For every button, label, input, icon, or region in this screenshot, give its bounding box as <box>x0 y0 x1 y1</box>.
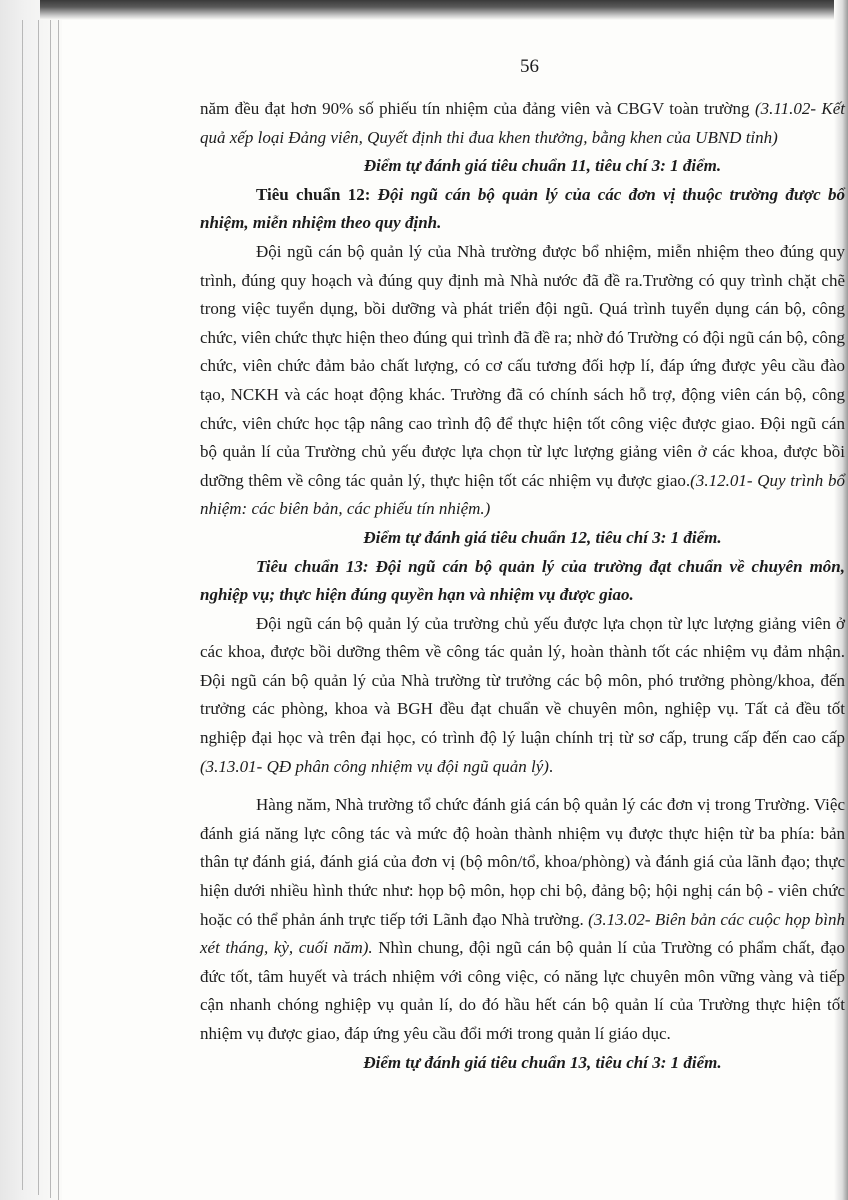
scan-top-edge <box>40 0 848 20</box>
page-edge <box>38 20 39 1195</box>
page-edge <box>50 20 51 1198</box>
standard-heading: Tiêu chuẩn 13: Đội ngũ cán bộ quản lý của trường đạt chuẩn về chuyên môn, nghiệp vụ; thực hiện đúng quyền hạn và nhiệm vụ được giao. <box>200 556 845 605</box>
page-edge <box>22 20 23 1190</box>
evidence-citation: (3.13.02- Biên bản các cuộc họp bình xét tháng, kỳ, cuối năm). <box>200 909 846 958</box>
paragraph <box>200 238 845 524</box>
document-body <box>200 95 845 1077</box>
standard-heading <box>200 181 845 238</box>
score-line: Điểm tự đánh giá tiêu chuẩn 12, tiêu chí 3: 1 điểm. <box>363 527 722 547</box>
paragraph <box>200 791 845 1048</box>
evidence-citation: (3.11.02- Kết quả xếp loại Đảng viên, Quyết định thi đua khen thưởng, bằng khen của UBND tỉnh) <box>200 99 846 147</box>
evidence-citation: (3.12.01- Quy trình bổ nhiệm: các biên bản, các phiếu tín nhiệm.) <box>200 470 845 519</box>
paragraph-text: Hàng năm, Nhà trường tổ chức đánh giá cán bộ quản lý các đơn vị trong Trường. Việc đánh giá năng lực công tác và mức độ hoàn thành nhiệm vụ được thực hiện từ ba phía: bản thân tự đánh giá, đánh giá của đơn vị (bộ môn/tổ, khoa/phòng) và đánh giá của lãnh đạo; thực hiện dưới nhiều hình thức như: họp bộ môn, họp chi bộ, đảng bộ; hội nghị cán bộ - viên chức hoặc có thể phản ánh trực tiếp tới Lãnh đạo Nhà trường. <box>200 795 845 929</box>
paragraph <box>200 610 845 782</box>
paragraph <box>200 95 845 152</box>
page-number: 56 <box>520 56 539 77</box>
paragraph-tail: . <box>548 756 554 776</box>
page-shadow <box>0 0 62 1200</box>
paragraph-text: Đội ngũ cán bộ quản lý của Nhà trường được bổ nhiệm, miễn nhiệm theo đúng quy trình, đúng quy hoạch và đúng quy định mà Nhà nước đã đề ra.Trường có quy trình chặt chẽ trong việc tuyển dụng, bồi dưỡng và phát triển đội ngũ. Quá trình tuyển dụng cán bộ, công chức, viên chức thực hiện theo đúng qui trình đã đề ra; nhờ đó Trường có đội ngũ cán bộ, công chức, viên chức đảm bảo chất lượng, có cơ cấu tương đối hợp lí, đáp ứng được yêu cầu đào tạo, NCKH và các hoạt động khác. Trường đã có chính sách hỗ trợ, động viên cán bộ, công chức, viên chức học tập nâng cao trình độ để thực hiện tốt công việc được giao. Đội ngũ cán bộ quản lí của Trường chủ yếu được lựa chọn từ lực lượng giảng viên ở các khoa, được bồi dưỡng thêm về công tác quản lý, thực hiện tốt các nhiệm vụ được giao. <box>200 241 845 490</box>
paragraph-text: Đội ngũ cán bộ quản lý của trường chủ yếu được lựa chọn từ lực lượng giảng viên ở các khoa, được bồi dưỡng thêm về công tác quản lý, hoàn thành tốt các nhiệm vụ đảm nhận. Đội ngũ cán bộ quản lý của Nhà trường từ trưởng các bộ môn, phó trưởng phòng/khoa, đến trưởng các phòng, khoa và BGH đều đạt chuẩn về chuyên môn, nghiệp vụ. Tất cả đều tốt nghiệp đại học và trên đại học, có trình độ lý luận chính trị từ sơ cấp, trung cấp đến cao cấp <box>200 613 845 748</box>
score-line: Điểm tự đánh giá tiêu chuẩn 13, tiêu chí 3: 1 điểm. <box>363 1052 722 1072</box>
standard-title: Đội ngũ cán bộ quản lý của các đơn vị thuộc trường được bổ nhiệm, miễn nhiệm theo quy định. <box>200 184 845 233</box>
page-edge <box>58 20 59 1200</box>
paragraph-text: năm đều đạt hơn 90% số phiếu tín nhiệm của đảng viên và CBGV toàn trường <box>200 99 750 118</box>
standard-label: Tiêu chuẩn 12: <box>256 184 378 204</box>
score-line: Điểm tự đánh giá tiêu chuẩn 11, tiêu chí 3: 1 điểm. <box>363 156 722 176</box>
paragraph-tail: Nhìn chung, đội ngũ cán bộ quản lí của Trường có phẩm chất, đạo đức tốt, tâm huyết và trách nhiệm với công việc, có năng lực chuyên môn vững vàng và tiếp cận nhanh chóng nghiệp vụ quản lí, do đó hầu hết cán bộ quản lí của Trường thực hiện tốt nhiệm vụ được giao, đáp ứng yêu cầu đổi mới trong quản lí giáo dục. <box>200 938 845 1043</box>
evidence-citation: (3.13.01- QĐ phân công nhiệm vụ đội ngũ quản lý) <box>200 756 549 776</box>
